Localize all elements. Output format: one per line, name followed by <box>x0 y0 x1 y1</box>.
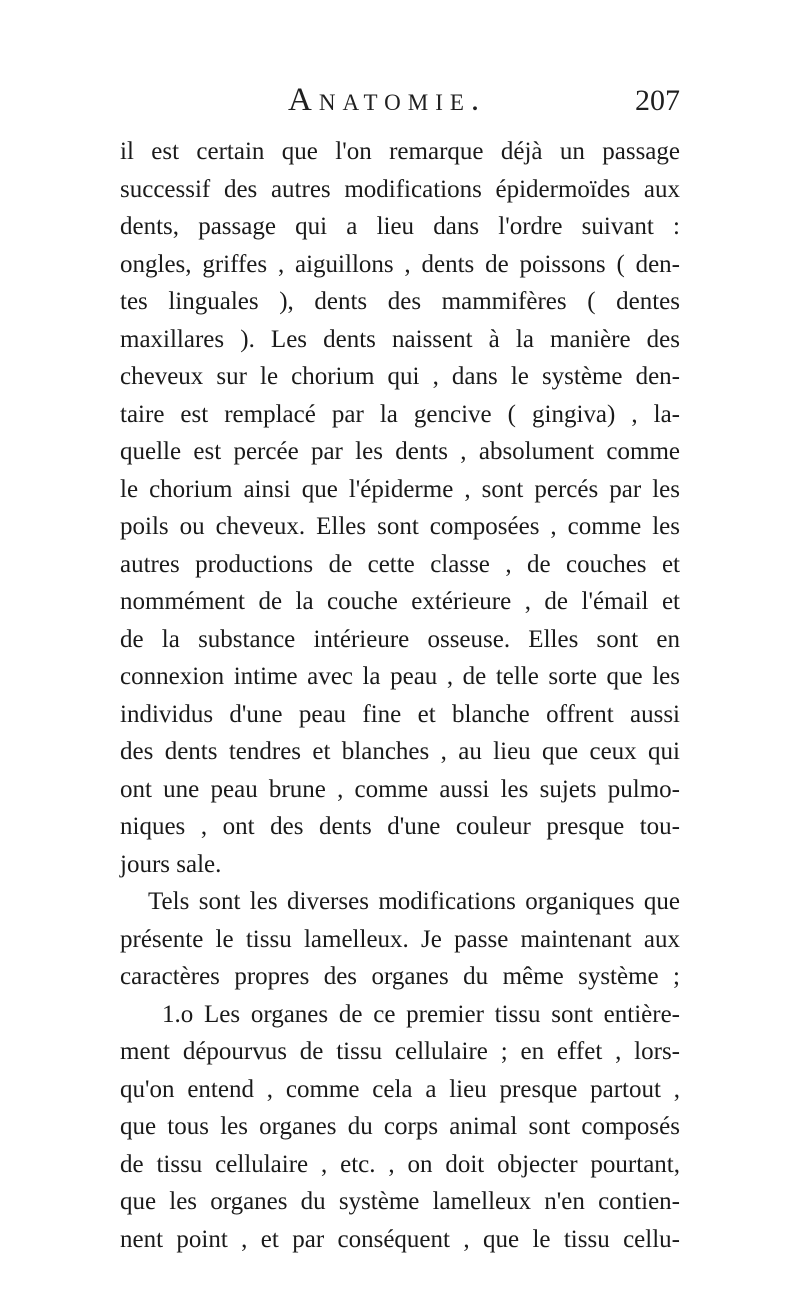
text-line: niques , ont des dents d'une couleur presque tou- <box>120 813 680 840</box>
text-line: jours sale. <box>120 850 222 878</box>
text-line: dents, passage qui a lieu dans l'ordre suivant : <box>120 213 680 240</box>
paragraph-start-line: 1.o Les organes de ce premier tissu sont entière- <box>162 1000 680 1028</box>
text-line: ongles, griffes , aiguillons , dents de poissons ( den- <box>120 250 680 278</box>
text-line: que tous les organes du corps animal sont composés <box>120 1113 680 1140</box>
text-line: successif des autres modifications épidermoïdes aux <box>120 175 680 203</box>
text-line: tes linguales ), dents des mammifères ( dentes <box>120 288 680 315</box>
text-line: il est certain que l'on remarque déjà un passage <box>120 138 680 165</box>
text-line: nent point , et par conséquent , que le tissu cellu- <box>120 1225 680 1253</box>
text-line: des dents tendres et blanches , au lieu que ceux qui <box>120 738 680 765</box>
text-line: cheveux sur le chorium qui , dans le système den- <box>120 363 680 390</box>
text-line: ment dépourvus de tissu cellulaire ; en effet , lors- <box>120 1038 680 1065</box>
text-line: nommément de la couche extérieure , de l'émail et <box>120 588 680 615</box>
text-line: poils ou cheveux. Elles sont composées , comme les <box>120 513 680 540</box>
text-line: taire est remplacé par la gencive ( gingiva) , la- <box>120 400 680 428</box>
text-line: que les organes du système lamelleux n'en contien- <box>120 1188 680 1215</box>
text-line: maxillares ). Les dents naissent à la manière des <box>120 325 680 353</box>
body-text <box>120 133 680 1258</box>
text-line: présente le tissu lamelleux. Je passe maintenant aux <box>120 925 680 953</box>
text-line: de tissu cellulaire , etc. , on doit objecter pourtant, <box>120 1150 680 1178</box>
text-line: qu'on entend , comme cela a lieu presque partout , <box>120 1075 680 1103</box>
text-line: quelle est percée par les dents , absolument comme <box>120 438 680 465</box>
text-line: caractères propres des organes du même système ; <box>120 963 680 990</box>
text-line: ont une peau brune , comme aussi les sujets pulmo- <box>120 775 680 803</box>
text-line: connexion intime avec la peau , de telle sorte que les <box>120 663 680 690</box>
text-line: le chorium ainsi que l'épiderme , sont percés par les <box>120 475 680 503</box>
page-number: 207 <box>635 84 680 117</box>
text-line: individus d'une peau fine et blanche offrent aussi <box>120 700 680 728</box>
text-line: de la substance intérieure osseuse. Elles sont en <box>120 625 680 653</box>
page-header <box>120 82 680 126</box>
running-head: Anatomie. <box>288 82 487 118</box>
text-line: autres productions de cette classe , de couches et <box>120 550 680 578</box>
paragraph-start-line: Tels sont les diverses modifications organiques que <box>148 888 680 915</box>
